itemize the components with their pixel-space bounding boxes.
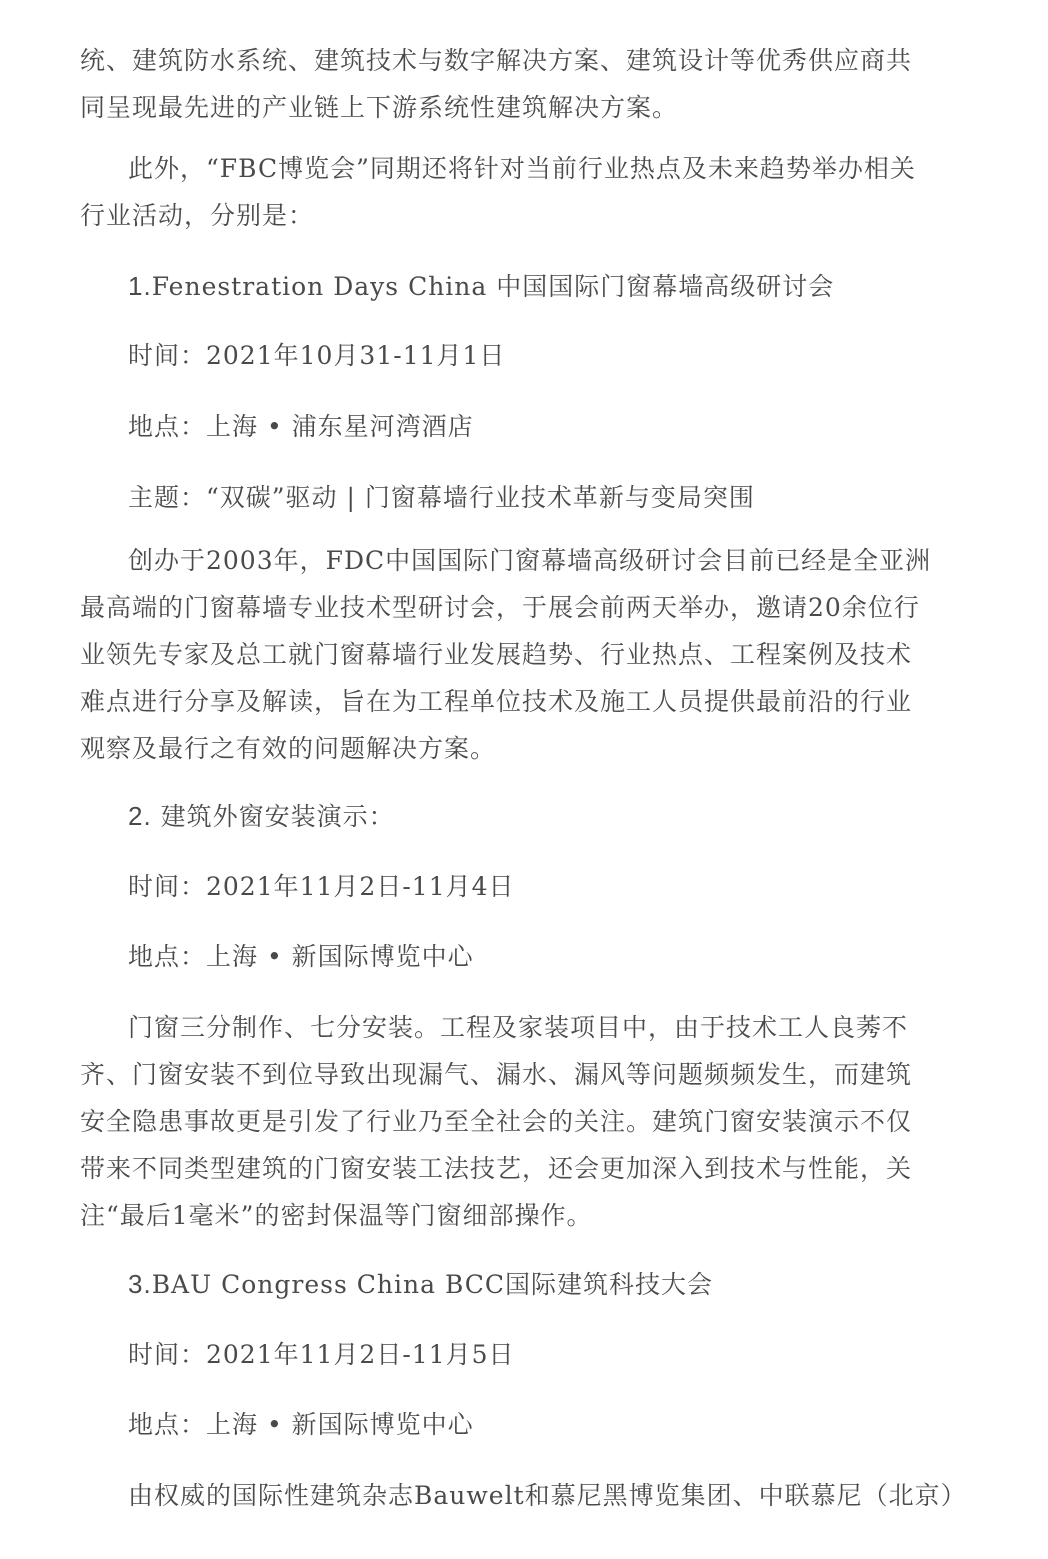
paragraph-line: 统、建筑防水系统、建筑技术与数字解决方案、建筑设计等优秀供应商共 <box>80 46 913 75</box>
paragraph-line: 带来不同类型建筑的门窗安装工法技艺，还会更加深入到技术与性能，关 <box>80 1154 913 1183</box>
event-3-time: 时间：2021年11月2日-11月5日 <box>128 1340 515 1369</box>
event-2-time: 时间：2021年11月2日-11月4日 <box>128 872 515 901</box>
event-3-heading <box>128 1267 713 1302</box>
event-2-heading <box>128 799 395 834</box>
event-1-place: 地点：上海 • 浦东星河湾酒店 <box>128 412 474 441</box>
paragraph-line: 最高端的门窗幕墙专业技术型研讨会，于展会前两天举办，邀请20余位行 <box>80 593 920 622</box>
event-2-number: 2. <box>128 801 152 831</box>
event-1-number: 1. <box>128 271 152 301</box>
paragraph-line: 此外，“FBC博览会”同期还将针对当前行业热点及未来趋势举办相关 <box>128 154 916 183</box>
event-1-title: Fenestration Days China 中国国际门窗幕墙高级研讨会 <box>151 272 835 301</box>
event-3-number: 3. <box>128 1269 152 1299</box>
event-1-time: 时间：2021年10月31-11月1日 <box>128 341 506 370</box>
event-3-title: BAU Congress China BCC国际建筑科技大会 <box>151 1270 714 1299</box>
paragraph-line: 齐、门窗安装不到位导致出现漏气、漏水、漏风等问题频频发生，而建筑 <box>80 1060 913 1089</box>
paragraph-line: 门窗三分制作、七分安装。工程及家装项目中，由于技术工人良莠不 <box>128 1013 909 1042</box>
paragraph-line: 安全隐患事故更是引发了行业乃至全社会的关注。建筑门窗安装演示不仅 <box>80 1107 913 1136</box>
paragraph-line: 行业活动，分别是： <box>80 201 315 230</box>
event-3-place: 地点：上海 • 新国际博览中心 <box>128 1410 474 1439</box>
paragraph-line: 创办于2003年，FDC中国国际门窗幕墙高级研讨会目前已经是全亚洲 <box>128 546 932 575</box>
event-1-heading <box>128 269 834 304</box>
paragraph-line: 观察及最行之有效的问题解决方案。 <box>80 734 497 763</box>
event-1-theme: 主题：“双碳”驱动 | 门窗幕墙行业技术革新与变局突围 <box>128 483 755 512</box>
event-2-place: 地点：上海 • 新国际博览中心 <box>128 942 474 971</box>
paragraph-line: 由权威的国际性建筑杂志Bauwelt和慕尼黑博览集团、中联慕尼（北京） <box>128 1481 967 1510</box>
paragraph-line: 难点进行分享及解读，旨在为工程单位技术及施工人员提供最前沿的行业 <box>80 687 913 716</box>
paragraph-line: 同呈现最先进的产业链上下游系统性建筑解决方案。 <box>80 93 679 122</box>
event-2-title: 建筑外窗安装演示： <box>160 802 395 831</box>
paragraph-line: 注“最后1毫米”的密封保温等门窗细部操作。 <box>80 1201 593 1230</box>
paragraph-line: 业领先专家及总工就门窗幕墙行业发展趋势、行业热点、工程案例及技术 <box>80 640 913 669</box>
